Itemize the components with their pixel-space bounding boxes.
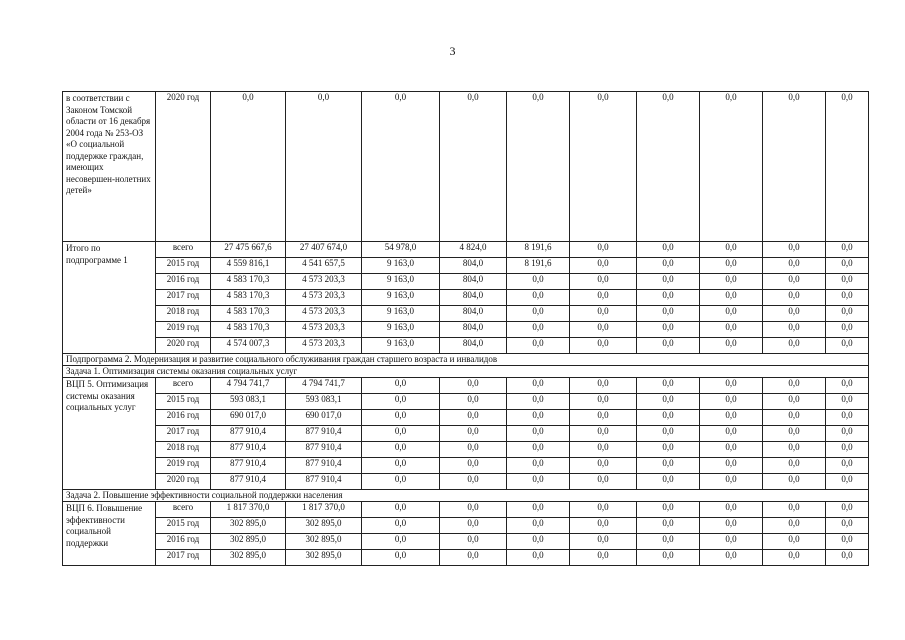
amount-cell: 0,0 <box>637 378 700 394</box>
amount-cell: 0,0 <box>286 92 362 242</box>
amount-cell: 0,0 <box>507 410 570 426</box>
amount-cell: 804,0 <box>440 322 507 338</box>
amount-cell: 0,0 <box>826 242 869 258</box>
amount-cell: 9 163,0 <box>362 274 440 290</box>
amount-cell: 0,0 <box>826 322 869 338</box>
table-row <box>63 534 869 550</box>
amount-cell: 0,0 <box>700 550 763 566</box>
amount-cell: 4 573 203,3 <box>286 290 362 306</box>
amount-cell: 0,0 <box>440 518 507 534</box>
amount-cell: 0,0 <box>362 502 440 518</box>
table-row <box>63 426 869 442</box>
amount-cell: 0,0 <box>440 378 507 394</box>
amount-cell: 0,0 <box>700 518 763 534</box>
amount-cell: 4 794 741,7 <box>286 378 362 394</box>
amount-cell: 0,0 <box>570 502 637 518</box>
amount-cell: 0,0 <box>440 92 507 242</box>
amount-cell: 0,0 <box>362 534 440 550</box>
section-title: Задача 1. Оптимизация системы оказания социальных услуг <box>63 366 869 378</box>
amount-cell: 0,0 <box>637 502 700 518</box>
amount-cell: 0,0 <box>700 322 763 338</box>
amount-cell: 0,0 <box>570 322 637 338</box>
amount-cell: 0,0 <box>700 290 763 306</box>
year-cell: 2016 год <box>156 274 211 290</box>
table-row <box>63 306 869 322</box>
amount-cell: 0,0 <box>763 502 826 518</box>
amount-cell: 4 824,0 <box>440 242 507 258</box>
amount-cell: 0,0 <box>826 474 869 490</box>
amount-cell: 0,0 <box>570 474 637 490</box>
amount-cell: 0,0 <box>570 518 637 534</box>
amount-cell: 0,0 <box>637 242 700 258</box>
amount-cell: 0,0 <box>507 534 570 550</box>
amount-cell: 0,0 <box>700 534 763 550</box>
amount-cell: 0,0 <box>826 258 869 274</box>
section-header-row <box>63 490 869 502</box>
year-cell: 2015 год <box>156 518 211 534</box>
amount-cell: 0,0 <box>763 518 826 534</box>
amount-cell: 0,0 <box>826 290 869 306</box>
amount-cell: 0,0 <box>440 394 507 410</box>
amount-cell: 0,0 <box>637 426 700 442</box>
amount-cell: 0,0 <box>362 92 440 242</box>
amount-cell: 0,0 <box>507 426 570 442</box>
amount-cell: 0,0 <box>763 306 826 322</box>
table-row <box>63 550 869 566</box>
table-row <box>63 410 869 426</box>
amount-cell: 4 583 170,3 <box>211 322 286 338</box>
table-row <box>63 502 869 518</box>
amount-cell: 0,0 <box>700 426 763 442</box>
section-title: Задача 2. Повышение эффективности социальной поддержки населения <box>63 490 869 502</box>
amount-cell: 302 895,0 <box>286 518 362 534</box>
table-row <box>63 92 869 242</box>
table-row <box>63 290 869 306</box>
amount-cell: 804,0 <box>440 274 507 290</box>
table-row <box>63 338 869 354</box>
amount-cell: 0,0 <box>507 306 570 322</box>
amount-cell: 0,0 <box>362 426 440 442</box>
amount-cell: 4 559 816,1 <box>211 258 286 274</box>
amount-cell: 0,0 <box>826 394 869 410</box>
amount-cell: 0,0 <box>700 442 763 458</box>
amount-cell: 4 541 657,5 <box>286 258 362 274</box>
amount-cell: 0,0 <box>826 518 869 534</box>
amount-cell: 0,0 <box>362 410 440 426</box>
amount-cell: 0,0 <box>763 274 826 290</box>
amount-cell: 0,0 <box>570 338 637 354</box>
amount-cell: 0,0 <box>507 474 570 490</box>
amount-cell: 0,0 <box>570 306 637 322</box>
amount-cell: 0,0 <box>700 378 763 394</box>
amount-cell: 0,0 <box>440 474 507 490</box>
year-cell: 2019 год <box>156 458 211 474</box>
amount-cell: 0,0 <box>700 502 763 518</box>
amount-cell: 0,0 <box>637 410 700 426</box>
table-row <box>63 442 869 458</box>
amount-cell: 877 910,4 <box>211 426 286 442</box>
table-row <box>63 394 869 410</box>
amount-cell: 690 017,0 <box>286 410 362 426</box>
amount-cell: 0,0 <box>826 534 869 550</box>
amount-cell: 0,0 <box>570 290 637 306</box>
amount-cell: 0,0 <box>826 458 869 474</box>
amount-cell: 302 895,0 <box>211 550 286 566</box>
amount-cell: 0,0 <box>700 338 763 354</box>
amount-cell: 877 910,4 <box>286 458 362 474</box>
amount-cell: 0,0 <box>763 338 826 354</box>
amount-cell: 593 083,1 <box>211 394 286 410</box>
amount-cell: 4 583 170,3 <box>211 290 286 306</box>
year-cell: 2016 год <box>156 534 211 550</box>
amount-cell: 0,0 <box>570 442 637 458</box>
amount-cell: 0,0 <box>507 518 570 534</box>
amount-cell: 0,0 <box>362 458 440 474</box>
amount-cell: 0,0 <box>826 442 869 458</box>
amount-cell: 27 475 667,6 <box>211 242 286 258</box>
amount-cell: 804,0 <box>440 306 507 322</box>
amount-cell: 0,0 <box>507 394 570 410</box>
amount-cell: 0,0 <box>763 474 826 490</box>
amount-cell: 804,0 <box>440 258 507 274</box>
amount-cell: 0,0 <box>826 378 869 394</box>
amount-cell: 0,0 <box>637 474 700 490</box>
amount-cell: 1 817 370,0 <box>286 502 362 518</box>
amount-cell: 302 895,0 <box>211 518 286 534</box>
year-cell: всего <box>156 502 211 518</box>
amount-cell: 0,0 <box>826 92 869 242</box>
amount-cell: 302 895,0 <box>286 534 362 550</box>
year-cell: 2020 год <box>156 338 211 354</box>
year-cell: 2017 год <box>156 426 211 442</box>
amount-cell: 4 573 203,3 <box>286 274 362 290</box>
section-title: Подпрограмма 2. Модернизация и развитие социального обслуживания граждан старшего возраста и инвалидов <box>63 354 869 366</box>
amount-cell: 0,0 <box>507 274 570 290</box>
section-header-row <box>63 354 869 366</box>
amount-cell: 4 573 203,3 <box>286 338 362 354</box>
amount-cell: 302 895,0 <box>211 534 286 550</box>
amount-cell: 0,0 <box>637 290 700 306</box>
year-cell: 2017 год <box>156 290 211 306</box>
amount-cell: 0,0 <box>700 474 763 490</box>
amount-cell: 0,0 <box>700 306 763 322</box>
amount-cell: 0,0 <box>440 442 507 458</box>
amount-cell: 27 407 674,0 <box>286 242 362 258</box>
program-name-cell: в соответствии с Законом Томской области от 16 декабря 2004 года № 253-ОЗ «О социальной поддержке граждан, имеющих несовершен-нолетних детей» <box>63 92 156 242</box>
amount-cell: 0,0 <box>637 394 700 410</box>
amount-cell: 0,0 <box>763 442 826 458</box>
amount-cell: 8 191,6 <box>507 258 570 274</box>
amount-cell: 0,0 <box>440 410 507 426</box>
program-name-cell: ВЦП 5. Оптимизация системы оказания социальных услуг <box>63 378 156 490</box>
amount-cell: 302 895,0 <box>286 550 362 566</box>
amount-cell: 877 910,4 <box>286 442 362 458</box>
table-row <box>63 458 869 474</box>
amount-cell: 0,0 <box>507 92 570 242</box>
amount-cell: 0,0 <box>507 322 570 338</box>
table-body <box>63 92 869 566</box>
program-name-cell: ВЦП 6. Повышение эффективности социальной поддержки <box>63 502 156 566</box>
amount-cell: 0,0 <box>440 502 507 518</box>
amount-cell: 0,0 <box>211 92 286 242</box>
amount-cell: 0,0 <box>763 378 826 394</box>
amount-cell: 0,0 <box>637 550 700 566</box>
amount-cell: 0,0 <box>763 258 826 274</box>
amount-cell: 0,0 <box>700 394 763 410</box>
amount-cell: 0,0 <box>826 338 869 354</box>
amount-cell: 4 583 170,3 <box>211 274 286 290</box>
amount-cell: 0,0 <box>826 274 869 290</box>
amount-cell: 877 910,4 <box>211 458 286 474</box>
amount-cell: 0,0 <box>637 442 700 458</box>
amount-cell: 0,0 <box>763 322 826 338</box>
amount-cell: 0,0 <box>763 550 826 566</box>
amount-cell: 0,0 <box>362 442 440 458</box>
amount-cell: 0,0 <box>570 378 637 394</box>
year-cell: 2020 год <box>156 92 211 242</box>
amount-cell: 0,0 <box>763 534 826 550</box>
amount-cell: 690 017,0 <box>211 410 286 426</box>
amount-cell: 0,0 <box>637 534 700 550</box>
amount-cell: 0,0 <box>826 410 869 426</box>
year-cell: всего <box>156 242 211 258</box>
table-row <box>63 322 869 338</box>
amount-cell: 0,0 <box>507 550 570 566</box>
amount-cell: 0,0 <box>362 474 440 490</box>
amount-cell: 0,0 <box>570 242 637 258</box>
table-row <box>63 518 869 534</box>
amount-cell: 0,0 <box>700 92 763 242</box>
amount-cell: 0,0 <box>570 458 637 474</box>
amount-cell: 54 978,0 <box>362 242 440 258</box>
amount-cell: 4 794 741,7 <box>211 378 286 394</box>
amount-cell: 0,0 <box>570 92 637 242</box>
amount-cell: 0,0 <box>763 92 826 242</box>
amount-cell: 0,0 <box>570 394 637 410</box>
amount-cell: 0,0 <box>507 378 570 394</box>
amount-cell: 0,0 <box>700 410 763 426</box>
amount-cell: 0,0 <box>637 322 700 338</box>
amount-cell: 0,0 <box>826 306 869 322</box>
table-row <box>63 258 869 274</box>
amount-cell: 0,0 <box>362 378 440 394</box>
amount-cell: 0,0 <box>440 534 507 550</box>
amount-cell: 0,0 <box>763 410 826 426</box>
amount-cell: 0,0 <box>570 258 637 274</box>
program-name-cell: Итого по подпрограмме 1 <box>63 242 156 354</box>
amount-cell: 0,0 <box>700 242 763 258</box>
amount-cell: 877 910,4 <box>211 442 286 458</box>
amount-cell: 1 817 370,0 <box>211 502 286 518</box>
amount-cell: 9 163,0 <box>362 290 440 306</box>
amount-cell: 0,0 <box>826 502 869 518</box>
amount-cell: 0,0 <box>507 458 570 474</box>
amount-cell: 0,0 <box>570 274 637 290</box>
amount-cell: 9 163,0 <box>362 306 440 322</box>
amount-cell: 0,0 <box>570 426 637 442</box>
amount-cell: 9 163,0 <box>362 258 440 274</box>
amount-cell: 0,0 <box>507 502 570 518</box>
year-cell: 2018 год <box>156 442 211 458</box>
amount-cell: 0,0 <box>440 458 507 474</box>
amount-cell: 804,0 <box>440 290 507 306</box>
amount-cell: 0,0 <box>507 338 570 354</box>
amount-cell: 0,0 <box>700 274 763 290</box>
table-row <box>63 378 869 394</box>
year-cell: 2015 год <box>156 394 211 410</box>
amount-cell: 0,0 <box>637 274 700 290</box>
amount-cell: 0,0 <box>440 426 507 442</box>
amount-cell: 0,0 <box>700 258 763 274</box>
amount-cell: 0,0 <box>507 290 570 306</box>
amount-cell: 0,0 <box>637 306 700 322</box>
section-header-row <box>63 366 869 378</box>
amount-cell: 0,0 <box>570 410 637 426</box>
amount-cell: 804,0 <box>440 338 507 354</box>
amount-cell: 0,0 <box>440 550 507 566</box>
table-row <box>63 474 869 490</box>
year-cell: всего <box>156 378 211 394</box>
amount-cell: 4 574 007,3 <box>211 338 286 354</box>
amount-cell: 0,0 <box>637 338 700 354</box>
amount-cell: 877 910,4 <box>286 474 362 490</box>
amount-cell: 593 083,1 <box>286 394 362 410</box>
table-row <box>63 274 869 290</box>
amount-cell: 0,0 <box>763 426 826 442</box>
amount-cell: 0,0 <box>570 534 637 550</box>
amount-cell: 877 910,4 <box>211 474 286 490</box>
amount-cell: 4 573 203,3 <box>286 306 362 322</box>
amount-cell: 9 163,0 <box>362 322 440 338</box>
budget-table <box>62 91 869 566</box>
year-cell: 2019 год <box>156 322 211 338</box>
amount-cell: 0,0 <box>637 458 700 474</box>
year-cell: 2016 год <box>156 410 211 426</box>
amount-cell: 0,0 <box>362 550 440 566</box>
amount-cell: 4 573 203,3 <box>286 322 362 338</box>
amount-cell: 0,0 <box>826 550 869 566</box>
amount-cell: 0,0 <box>637 518 700 534</box>
year-cell: 2015 год <box>156 258 211 274</box>
page-number: 3 <box>449 44 456 58</box>
amount-cell: 0,0 <box>507 442 570 458</box>
amount-cell: 4 583 170,3 <box>211 306 286 322</box>
amount-cell: 0,0 <box>637 258 700 274</box>
amount-cell: 0,0 <box>763 290 826 306</box>
amount-cell: 0,0 <box>763 394 826 410</box>
amount-cell: 9 163,0 <box>362 338 440 354</box>
year-cell: 2018 год <box>156 306 211 322</box>
amount-cell: 8 191,6 <box>507 242 570 258</box>
amount-cell: 0,0 <box>700 458 763 474</box>
amount-cell: 0,0 <box>763 242 826 258</box>
amount-cell: 0,0 <box>763 458 826 474</box>
table-row <box>63 242 869 258</box>
year-cell: 2017 год <box>156 550 211 566</box>
amount-cell: 0,0 <box>570 550 637 566</box>
year-cell: 2020 год <box>156 474 211 490</box>
amount-cell: 877 910,4 <box>286 426 362 442</box>
amount-cell: 0,0 <box>637 92 700 242</box>
amount-cell: 0,0 <box>362 394 440 410</box>
amount-cell: 0,0 <box>362 518 440 534</box>
amount-cell: 0,0 <box>826 426 869 442</box>
